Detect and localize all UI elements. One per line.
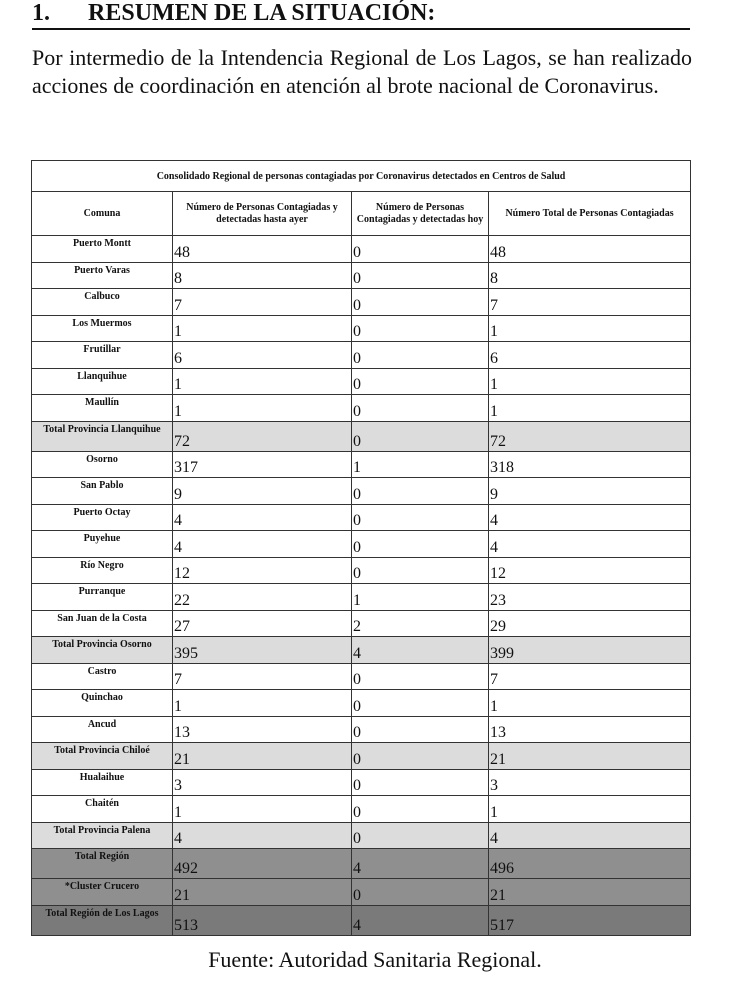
value-total: 1 [489, 796, 691, 823]
value-hoy: 0 [352, 315, 489, 342]
value-ayer: 317 [173, 451, 352, 478]
value-hoy: 2 [352, 610, 489, 637]
comuna-name: Castro [32, 663, 173, 690]
subtotal-name: Total Provincia Osorno [32, 637, 173, 664]
header-comuna: Comuna [32, 192, 173, 236]
value-total: 1 [489, 395, 691, 422]
value-hoy: 0 [352, 531, 489, 558]
comuna-name: Río Negro [32, 557, 173, 584]
comuna-name: Llanquihue [32, 368, 173, 395]
value-ayer: 1 [173, 690, 352, 717]
value-hoy: 1 [352, 584, 489, 611]
table-header-row [32, 192, 691, 236]
table-row [32, 796, 691, 823]
comuna-name: Osorno [32, 451, 173, 478]
value-total: 318 [489, 451, 691, 478]
subtotal-row [32, 637, 691, 664]
value-ayer: 4 [173, 822, 352, 849]
value-ayer: 8 [173, 262, 352, 289]
value-hoy: 4 [352, 849, 489, 879]
header-ayer: Número de Personas Contagiadas y detectadas hasta ayer [173, 192, 352, 236]
comuna-name: Maullín [32, 395, 173, 422]
value-hoy: 0 [352, 663, 489, 690]
value-total: 517 [489, 905, 691, 935]
table-row [32, 663, 691, 690]
value-total: 72 [489, 421, 691, 451]
value-hoy: 0 [352, 716, 489, 743]
value-total: 7 [489, 289, 691, 316]
value-total: 4 [489, 822, 691, 849]
value-hoy: 0 [352, 236, 489, 263]
comuna-name: Puerto Montt [32, 236, 173, 263]
comuna-name: Ancud [32, 716, 173, 743]
table-row [32, 395, 691, 422]
value-hoy: 0 [352, 690, 489, 717]
value-total: 12 [489, 557, 691, 584]
comuna-name: Chaitén [32, 796, 173, 823]
table-caption: Consolidado Regional de personas contagiadas por Coronavirus detectados en Centros de Salud [32, 161, 691, 192]
value-ayer: 7 [173, 289, 352, 316]
value-hoy: 0 [352, 822, 489, 849]
table-row [32, 451, 691, 478]
subtotal-row [32, 743, 691, 770]
value-hoy: 0 [352, 769, 489, 796]
value-hoy: 4 [352, 905, 489, 935]
value-hoy: 0 [352, 368, 489, 395]
value-total: 21 [489, 879, 691, 906]
value-total: 1 [489, 368, 691, 395]
value-total: 496 [489, 849, 691, 879]
value-total: 1 [489, 315, 691, 342]
table-row [32, 557, 691, 584]
value-hoy: 0 [352, 262, 489, 289]
value-hoy: 0 [352, 504, 489, 531]
comuna-name: Frutillar [32, 342, 173, 369]
table-row [32, 236, 691, 263]
total-row [32, 879, 691, 906]
value-hoy: 4 [352, 637, 489, 664]
value-hoy: 0 [352, 421, 489, 451]
value-ayer: 1 [173, 368, 352, 395]
value-total: 4 [489, 504, 691, 531]
value-ayer: 48 [173, 236, 352, 263]
value-hoy: 0 [352, 879, 489, 906]
value-total: 6 [489, 342, 691, 369]
subtotal-row [32, 822, 691, 849]
subtotal-name: Total Provincia Chiloé [32, 743, 173, 770]
comuna-name: San Pablo [32, 478, 173, 505]
section-title: RESUMEN DE LA SITUACIÓN: [88, 0, 436, 26]
table-row [32, 531, 691, 558]
value-ayer: 13 [173, 716, 352, 743]
value-total: 7 [489, 663, 691, 690]
contagion-table [31, 160, 691, 936]
value-total: 29 [489, 610, 691, 637]
section-number: 1. [32, 0, 50, 26]
table-row [32, 342, 691, 369]
value-ayer: 72 [173, 421, 352, 451]
comuna-name: Puerto Varas [32, 262, 173, 289]
value-ayer: 513 [173, 905, 352, 935]
comuna-name: Los Muermos [32, 315, 173, 342]
table-row [32, 690, 691, 717]
value-ayer: 27 [173, 610, 352, 637]
value-ayer: 6 [173, 342, 352, 369]
value-ayer: 22 [173, 584, 352, 611]
source-note: Fuente: Autoridad Sanitaria Regional. [208, 947, 542, 972]
section-heading [32, 0, 690, 30]
value-hoy: 0 [352, 743, 489, 770]
value-total: 9 [489, 478, 691, 505]
value-total: 13 [489, 716, 691, 743]
table-row [32, 584, 691, 611]
table-row [32, 262, 691, 289]
table-row [32, 716, 691, 743]
value-hoy: 0 [352, 289, 489, 316]
total-name: *Cluster Crucero [32, 879, 173, 906]
header-hoy: Número de Personas Contagiadas y detectadas hoy [352, 192, 489, 236]
total-row [32, 849, 691, 879]
value-ayer: 492 [173, 849, 352, 879]
value-hoy: 0 [352, 557, 489, 584]
comuna-name: Quinchao [32, 690, 173, 717]
value-ayer: 4 [173, 504, 352, 531]
comuna-name: San Juan de la Costa [32, 610, 173, 637]
comuna-name: Puerto Octay [32, 504, 173, 531]
total-row [32, 905, 691, 935]
value-hoy: 0 [352, 796, 489, 823]
comuna-name: Puyehue [32, 531, 173, 558]
value-hoy: 0 [352, 342, 489, 369]
table-row [32, 610, 691, 637]
total-name: Total Región [32, 849, 173, 879]
subtotal-name: Total Provincia Palena [32, 822, 173, 849]
value-hoy: 1 [352, 451, 489, 478]
value-total: 21 [489, 743, 691, 770]
value-total: 1 [489, 690, 691, 717]
total-name: Total Región de Los Lagos [32, 905, 173, 935]
value-hoy: 0 [352, 478, 489, 505]
value-ayer: 9 [173, 478, 352, 505]
table-row [32, 504, 691, 531]
value-ayer: 7 [173, 663, 352, 690]
value-ayer: 4 [173, 531, 352, 558]
value-ayer: 1 [173, 796, 352, 823]
header-total: Número Total de Personas Contagiadas [489, 192, 691, 236]
table-row [32, 478, 691, 505]
value-ayer: 395 [173, 637, 352, 664]
comuna-name: Hualaihue [32, 769, 173, 796]
value-ayer: 21 [173, 879, 352, 906]
table-row [32, 368, 691, 395]
subtotal-name: Total Provincia Llanquihue [32, 421, 173, 451]
value-total: 48 [489, 236, 691, 263]
comuna-name: Purranque [32, 584, 173, 611]
value-ayer: 1 [173, 395, 352, 422]
comuna-name: Calbuco [32, 289, 173, 316]
value-hoy: 0 [352, 395, 489, 422]
value-ayer: 1 [173, 315, 352, 342]
intro-paragraph: Por intermedio de la Intendencia Regional de Los Lagos, se han realizado acciones de coordinación en atención al brote nacional de Coronavirus. [32, 45, 692, 98]
value-ayer: 21 [173, 743, 352, 770]
value-ayer: 12 [173, 557, 352, 584]
value-total: 4 [489, 531, 691, 558]
table-row [32, 289, 691, 316]
value-total: 23 [489, 584, 691, 611]
value-total: 8 [489, 262, 691, 289]
table-row [32, 769, 691, 796]
subtotal-row [32, 421, 691, 451]
value-ayer: 3 [173, 769, 352, 796]
table-row [32, 315, 691, 342]
value-total: 399 [489, 637, 691, 664]
value-total: 3 [489, 769, 691, 796]
